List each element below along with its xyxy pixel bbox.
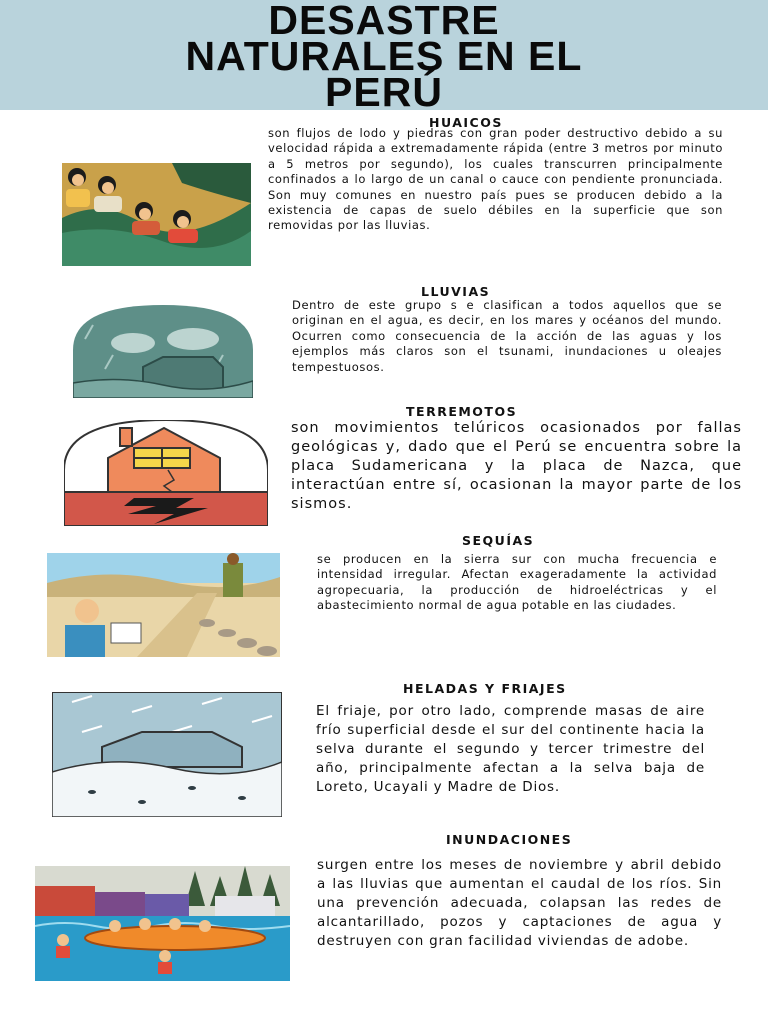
page-title: DESASTRE NATURALES EN EL PERÚ — [185, 0, 583, 115]
heading-lluvias: LLUVIAS — [421, 284, 491, 299]
title-banner — [0, 0, 768, 115]
sequias-illustration — [47, 553, 280, 657]
huaicos-illustration — [62, 163, 251, 266]
terremotos-illustration — [64, 420, 268, 526]
text-sequias: se producen en la sierra sur con mucha frecuencia e intensidad irregular. Afectan exageradamente la actividad agropecuaria, la producción de hidroeléctricas y el abastecimiento normal de agua potable en las ciudades. — [317, 552, 717, 613]
heading-inundaciones: INUNDACIONES — [446, 832, 573, 847]
heading-huaicos: HUAICOS — [429, 115, 503, 130]
heading-sequias: SEQUÍAS — [462, 533, 535, 548]
text-huaicos: son flujos de lodo y piedras con gran poder destructivo debido a su velocidad rápida a extremadamente rápida (entre 3 metros por minuto a 5 metros por segundo), los cuales transcurren principalmente confinados a lo largo de un canal o cauce con pendiente pronunciada. Son muy comunes en nuestro país pues se producen debido a la existencia de capas de suelo débiles en la superficie que son removidas por las lluvias. — [268, 126, 723, 233]
text-lluvias: Dentro de este grupo s e clasifican a todos aquellos que se originan en el agua, es decir, en los mares y océanos del mundo. Ocurren como consecuencia de la acción de las aguas y los ejemplos más claros son el tsunami, inundaciones u oleajes tempestuosos. — [292, 298, 722, 374]
text-terremotos: son movimientos telúricos ocasionados por fallas geológicas y, dado que el Perú se encuentra sobre la placa Sudamericana y la placa de Nazca, que interactúan entre sí, ocasionan la mayor parte de los sismos. — [291, 420, 742, 512]
lluvias-illustration — [73, 305, 253, 398]
heading-terremotos: TERREMOTOS — [406, 404, 518, 419]
heladas-illustration — [52, 692, 282, 817]
heading-heladas: HELADAS Y FRIAJES — [403, 681, 567, 696]
text-heladas: El friaje, por otro lado, comprende masas de aire frío superficial desde el sur del continente hacia la selva durante el segundo y tercer trimestre del año, principalmente afectan a la selva baja de Loreto, Ucayali y Madre de Dios. — [316, 703, 705, 795]
text-inundaciones: surgen entre los meses de noviembre y abril debido a las lluvias que aumentan el caudal de los ríos. Sin una prevención adecuada, colapsan las redes de alcantarillado, pozos y captaciones de agua y destruyen con gran facilidad viviendas de adobe. — [317, 857, 722, 949]
inundaciones-illustration — [35, 866, 290, 981]
